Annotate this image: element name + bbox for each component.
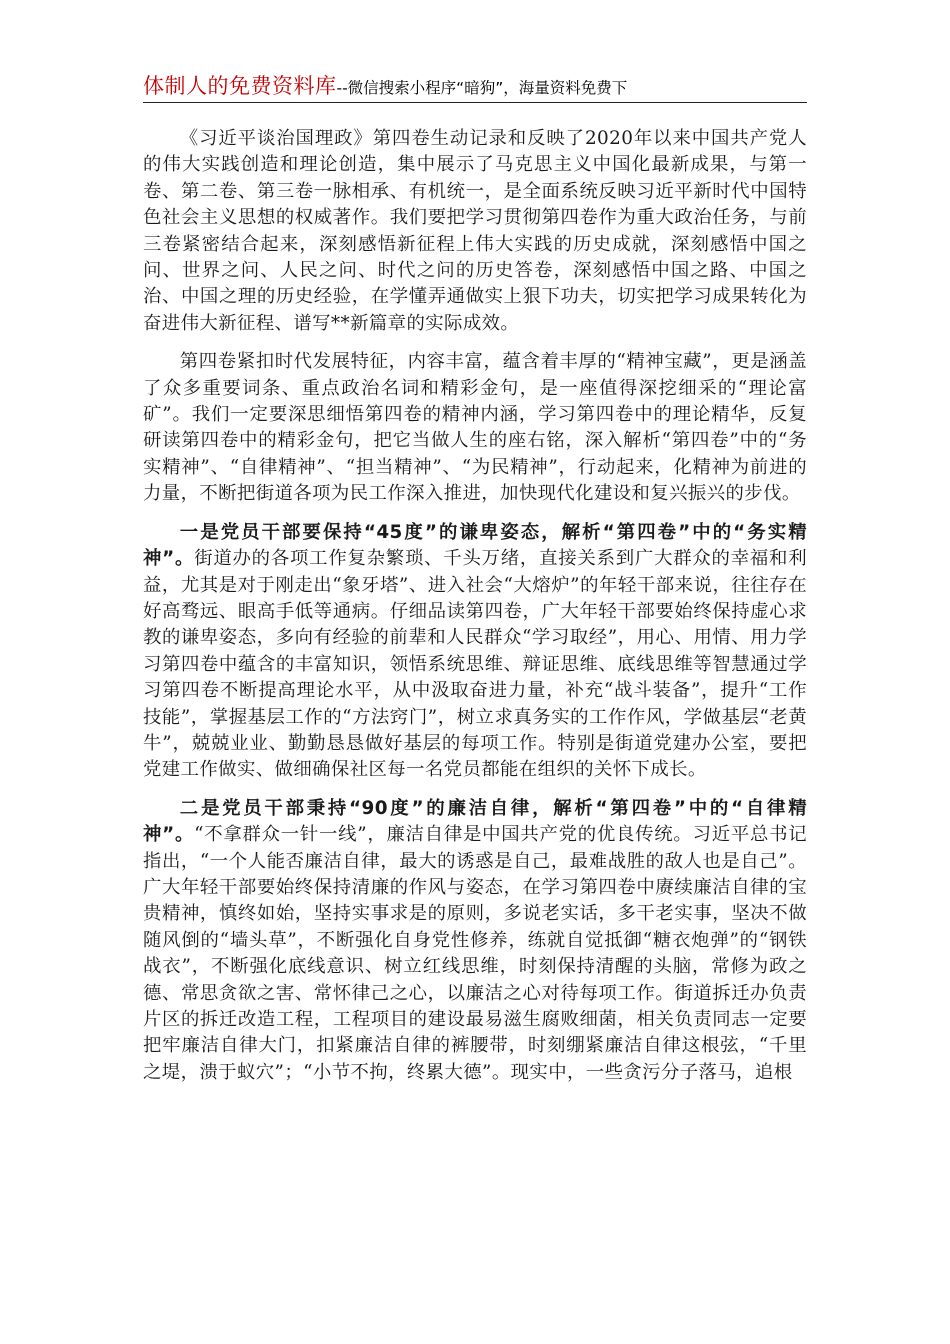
- paragraph-lead-heading: 二是党员干部秉持“90度”的廉洁自律，解析“第四卷”中的“自律精神”。: [143, 797, 807, 846]
- paragraph-self-discipline-spirit: [143, 796, 807, 1086]
- paragraph-intro: [143, 126, 807, 337]
- header-tagline: --微信搜索小程序“暗狗”，海量资料免费下: [336, 79, 628, 97]
- paragraph-text: 第四卷紧扣时代发展特征，内容丰富，蕴含着丰厚的“精神宝藏”，更是涵盖了众多重要词条、重点政治名词和精彩金句，是一座值得深挖细采的“理论富矿”。我们一定要深思细悟第四卷的精神内涵，学习第四卷中的理论精华，反复研读第四卷中的精彩金句，把它当做人生的座右铭，深入解析“第四卷”中的“务实精神”、“自律精神”、“担当精神”、“为民精神”，行动起来，化精神为前进的力量，不断把街道各项为民工作深入推进，加快现代化建设和复兴振兴的步伐。: [143, 351, 807, 505]
- paragraph-spirit-overview: [143, 349, 807, 507]
- paragraph-text: 街道办的各项工作复杂繁琐、千头万绪，直接关系到广大群众的幸福和利益，尤其是对于刚走出“象牙塔”、进入社会“大熔炉”的年轻干部来说，往往存在好高骛远、眼高手低等通病。仔细品读第四卷，广大年轻干部要始终保持虚心求教的谦卑姿态，多向有经验的前辈和人民群众“学习取经”，用心、用情、用力学习第四卷中蕴含的丰富知识，领悟系统思维、辩证思维、底线思维等智慧通过学习第四卷不断提高理论水平，从中汲取奋进力量，补充“战斗装备”，提升“工作技能”，掌握基层工作的“方法窍门”，树立求真务实的工作作风，学做基层“老黄牛”，兢兢业业、勤勤恳恳做好基层的每项工作。特别是街道党建办公室，要把党建工作做实、做细确保社区每一名党员都能在组织的关怀下成长。: [143, 548, 807, 781]
- paragraph-text: 《习近平谈治国理政》第四卷生动记录和反映了2020年以来中国共产党人的伟大实践创造和理论创造，集中展示了马克思主义中国化最新成果，与第一卷、第二卷、第三卷一脉相承、有机统一，是全面系统反映习近平新时代中国特色社会主义思想的权威著作。我们要把学习贯彻第四卷作为重大政治任务，与前三卷紧密结合起来，深刻感悟新征程上伟大实践的历史成就，深刻感悟中国之问、世界之问、人民之问、时代之问的历史答卷，深刻感悟中国之路、中国之治、中国之理的历史经验，在学懂弄通做实上狠下功夫，切实把学习成果转化为奋进伟大新征程、谱写**新篇章的实际成效。: [143, 128, 807, 334]
- article-body: [143, 126, 807, 1098]
- header-brand: 体制人的免费资料库: [143, 74, 337, 98]
- paragraph-lead-heading: 一是党员干部要保持“45度”的谦卑姿态，解析“第四卷”中的“务实精神”。: [143, 521, 807, 570]
- page-header: [143, 70, 807, 103]
- paragraph-pragmatic-spirit: [143, 520, 807, 784]
- paragraph-text: “不拿群众一针一线”，廉洁自律是中国共产党的优良传统。习近平总书记指出，“一个人能否廉洁自律，最大的诱惑是自己，最难战胜的敌人也是自己”。广大年轻干部要始终保持清廉的作风与姿态，在学习第四卷中赓续廉洁自律的宝贵精神，慎终如始，坚持实事求是的原则，多说老实话，多干老实事，坚决不做随风倒的“墙头草”，不断强化自身党性修养，练就自觉抵御“糖衣炮弹”的“钢铁战衣”，不断强化底线意识、树立红线思维，时刻保持清醒的头脑，常修为政之德、常思贪欲之害、常怀律己之心，以廉洁之心对待每项工作。街道拆迁办负责片区的拆迁改造工程，工程项目的建设最易滋生腐败细菌，相关负责同志一定要把牢廉洁自律大门，扣紧廉洁自律的裤腰带，时刻绷紧廉洁自律这根弦，“千里之堤，溃于蚁穴”；“小节不拘，终累大德”。现实中，一些贪污分子落马，追根: [143, 824, 807, 1083]
